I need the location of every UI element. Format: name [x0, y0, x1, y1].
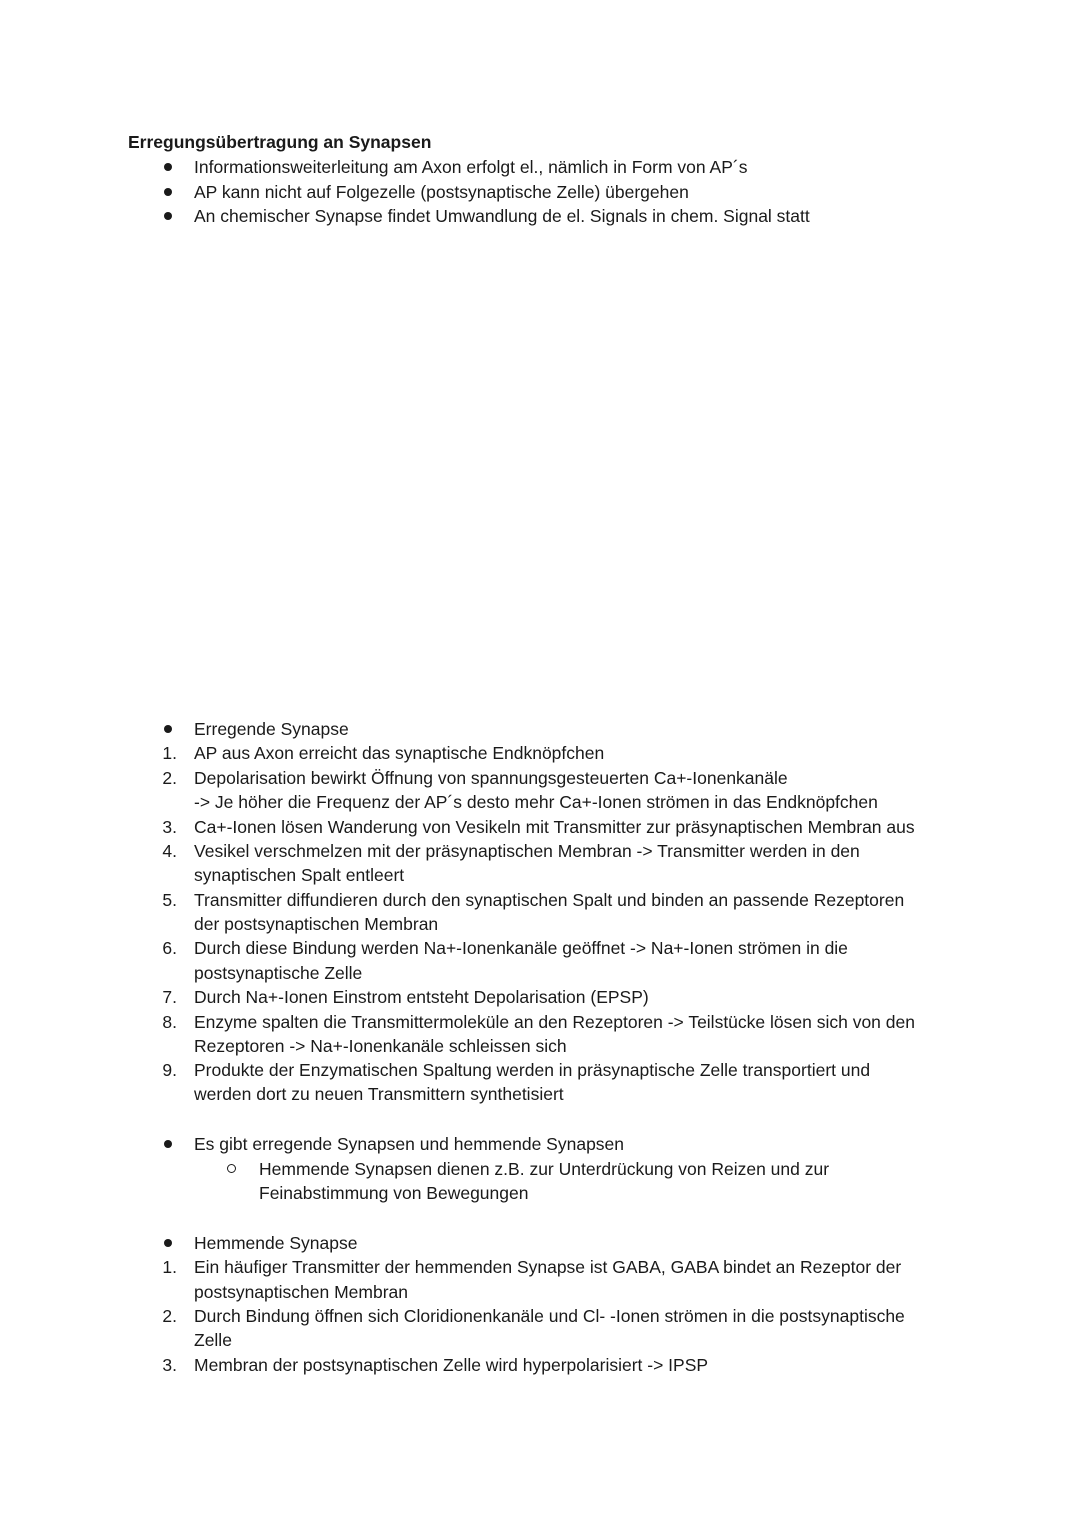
step-number: 5. [162, 890, 177, 910]
page-title: Erregungsübertragung an Synapsen [128, 132, 432, 152]
step-number: 2. [162, 1306, 177, 1326]
bullet-icon [164, 188, 172, 196]
step-number: 8. [162, 1012, 177, 1032]
step-text: postsynaptischen Membran [194, 1282, 408, 1302]
step-text: Durch diese Bindung werden Na+-Ionenkanäle geöffnet -> Na+-Ionen strömen in die [194, 938, 848, 958]
section-heading-inhibitory: Hemmende Synapse [194, 1233, 358, 1253]
step-text: Enzyme spalten die Transmittermoleküle an den Rezeptoren -> Teilstücke lösen sich von den [194, 1012, 915, 1032]
bullet-icon [164, 163, 172, 171]
step-number: 3. [162, 1355, 177, 1375]
step-text: Durch Na+-Ionen Einstrom entsteht Depolarisation (EPSP) [194, 987, 649, 1007]
intro-bullet: Informationsweiterleitung am Axon erfolgt el., nämlich in Form von AP´s [194, 157, 748, 177]
sub-bullet-icon [227, 1164, 236, 1173]
step-text: Ein häufiger Transmitter der hemmenden Synapse ist GABA, GABA bindet an Rezeptor der [194, 1257, 902, 1277]
step-text: werden dort zu neuen Transmittern synthetisiert [194, 1084, 564, 1104]
bullet-icon [164, 212, 172, 220]
step-text: AP aus Axon erreicht das synaptische Endknöpfchen [194, 743, 605, 763]
types-bullet: Es gibt erregende Synapsen und hemmende Synapsen [194, 1134, 625, 1154]
types-sub-text: Feinabstimmung von Bewegungen [259, 1183, 529, 1203]
step-number: 1. [162, 1257, 177, 1277]
step-number: 7. [162, 987, 177, 1007]
intro-bullet: An chemischer Synapse findet Umwandlung de el. Signals in chem. Signal statt [194, 206, 810, 226]
step-text: -> Je höher die Frequenz der AP´s desto mehr Ca+-Ionen strömen in das Endknöpfchen [194, 792, 878, 812]
step-number: 2. [162, 768, 177, 788]
step-number: 3. [162, 817, 177, 837]
step-text: Produkte der Enzymatischen Spaltung werden in präsynaptische Zelle transportiert und [194, 1060, 871, 1080]
step-text: Vesikel verschmelzen mit der präsynaptischen Membran -> Transmitter werden in den [194, 841, 860, 861]
step-text: postsynaptische Zelle [194, 963, 363, 983]
bullet-icon [164, 1140, 172, 1148]
types-sub-text: Hemmende Synapsen dienen z.B. zur Unterdrückung von Reizen und zur [259, 1159, 830, 1179]
step-text: Ca+-Ionen lösen Wanderung von Vesikeln mit Transmitter zur präsynaptischen Membran aus [194, 817, 915, 837]
step-number: 6. [162, 938, 177, 958]
step-text: Zelle [194, 1330, 232, 1350]
bullet-icon [164, 1239, 172, 1247]
step-text: Rezeptoren -> Na+-Ionenkanäle schleissen sich [194, 1036, 567, 1056]
bullet-icon [164, 725, 172, 733]
step-text: Transmitter diffundieren durch den synaptischen Spalt und binden an passende Rezeptoren [194, 890, 905, 910]
step-number: 9. [162, 1060, 177, 1080]
intro-bullet: AP kann nicht auf Folgezelle (postsynaptische Zelle) übergehen [194, 182, 689, 202]
section-heading-excitatory: Erregende Synapse [194, 719, 349, 739]
step-number: 1. [162, 743, 177, 763]
step-text: Depolarisation bewirkt Öffnung von spannungsgesteuerten Ca+-Ionenkanäle [194, 768, 788, 788]
step-text: Durch Bindung öffnen sich Cloridionenkanäle und Cl- -Ionen strömen in die postsynaptische [194, 1306, 905, 1326]
step-text: der postsynaptischen Membran [194, 914, 439, 934]
step-number: 4. [162, 841, 177, 861]
step-text: synaptischen Spalt entleert [194, 865, 405, 885]
step-text: Membran der postsynaptischen Zelle wird hyperpolarisiert -> IPSP [194, 1355, 709, 1375]
